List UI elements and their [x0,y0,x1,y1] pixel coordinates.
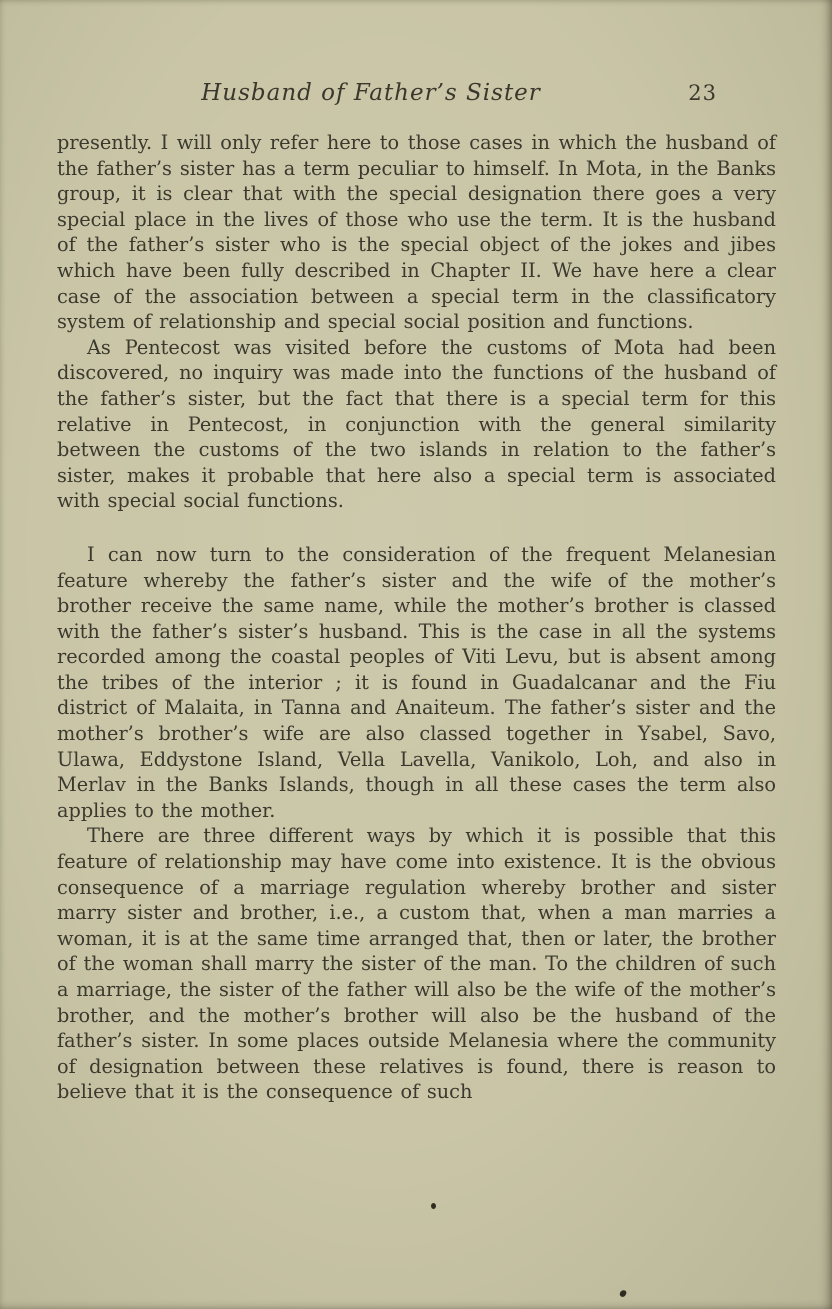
running-title: Husband of Father’s Sister [201,80,541,106]
paragraph-1: presently. I will only refer here to those cases in which the husband of the father’s sister has a term peculiar to himself. In Mota, in the Banks group, it is clear that with the special designation there goes a very special place in the lives of those who use the term. It is the husband of the father’s sister who is the special object of the jokes and jibes which have been fully described in Chapter II. We have here a clear case of the association between a special term in the classificatory system of relationship and special social position and functions. [57,131,776,334]
paragraph-2: As Pentecost was visited before the customs of Mota had been discovered, no inquiry was made into the functions of the husband of the father’s sister, but the fact that there is a special term for this relative in Pentecost, in conjunction with the general similarity between the customs of the two islands in relation to the father’s sister, makes it probable that here also a special term is associated with special social functions. [57,335,776,513]
scan-speck [619,1289,627,1298]
paragraph-4: There are three different ways by which it is possible that this feature of relationship may have come into existence. It is the obvious consequence of a marriage regulation whereby brother and sister marry sister and brother, i.e., a custom that, when a man marries a woman, it is at the same time arranged that, then or later, the brother of the woman shall marry the sister of the man. To the children of such a marriage, the sister of the father will also be the wife of the mother’s brother, and the mother’s brother will also be the husband of the father’s sister. In some places outside Melanesia where the community of designation between these relatives is found, there is reason to believe that it is the consequence of such [57,824,776,1104]
text-block [57,130,776,1105]
running-header [57,80,775,112]
page-number: 23 [688,81,717,105]
scan-speck [431,1203,436,1209]
paragraph-3: I can now turn to the consideration of the frequent Melanesian feature whereby the father’s sister and the wife of the mother’s brother receive the same name, while the mother’s brother is classed with the father’s sister’s husband. This is the case in all the systems recorded among the coastal peoples of Viti Levu, but is absent among the tribes of the interior ; it is found in Guadalcanar and the Fiu district of Malaita, in Tanna and Anaiteum. The father’s sister and the mother’s brother’s wife are also classed together in Ysabel, Savo, Ulawa, Eddystone Island, Vella Lavella, Vanikolo, Loh, and also in Merlav in the Banks Islands, though in all these cases the term also applies to the mother. [57,542,776,822]
